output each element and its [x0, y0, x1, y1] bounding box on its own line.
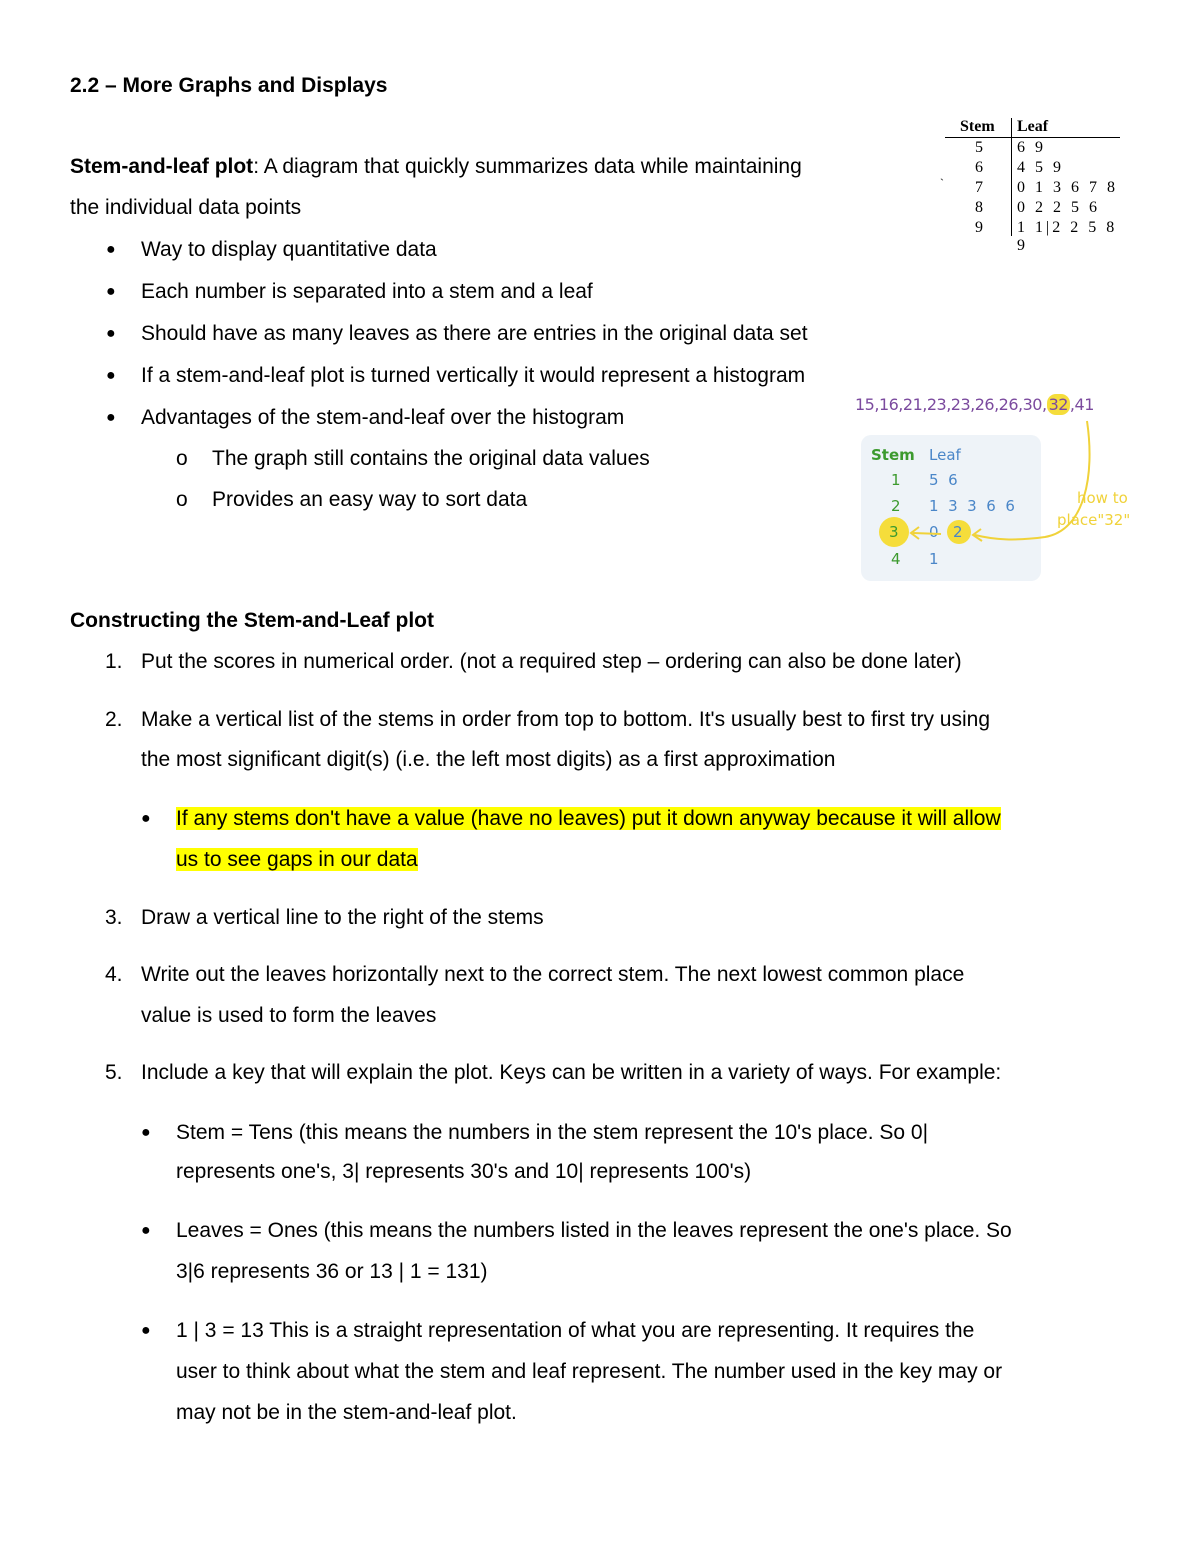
table-row-leaf: 6 9	[1017, 139, 1046, 156]
example-row-leaf: 5 6	[929, 471, 958, 489]
page-title: 2.2 – More Graphs and Displays	[70, 74, 388, 97]
list-item: Advantages of the stem-and-leaf over the histogram	[141, 406, 625, 429]
key-example: Stem = Tens (this means the numbers in the stem represent the 10's place. So 0|	[176, 1121, 929, 1144]
table-row-leaf: 0 2 2 5 6	[1017, 199, 1100, 216]
key-example: Leaves = Ones (this means the numbers listed in the leaves represent the one's place. So	[176, 1219, 1012, 1242]
stem-leaf-example	[855, 395, 1155, 587]
bullet-icon: ●	[141, 810, 151, 827]
sub-list-item: The graph still contains the original data values	[212, 447, 650, 470]
example-row-stem: 2	[891, 497, 901, 515]
bullet-icon: ●	[141, 1222, 151, 1239]
stem-leaf-table	[940, 116, 1120, 254]
definition-term: Stem-and-leaf plot	[70, 155, 254, 178]
bullet-icon: ●	[106, 325, 116, 342]
highlight-note	[176, 807, 1001, 831]
example-row-stem: 1	[891, 471, 901, 489]
sub-list-item: Provides an easy way to sort data	[212, 488, 528, 511]
example-row-stem: 4	[891, 550, 901, 568]
definition-text: : A diagram that quickly summarizes data while maintaining	[253, 155, 802, 178]
example-header-leaf: Leaf	[929, 446, 961, 464]
definition-line-2: the individual data points	[70, 196, 302, 219]
step-number: 3.	[105, 906, 123, 929]
bullet-icon: ●	[106, 409, 116, 426]
bullet-icon: ●	[141, 1124, 151, 1141]
step-number: 2.	[105, 708, 123, 731]
step-number: 5.	[105, 1061, 123, 1084]
section-heading: Constructing the Stem-and-Leaf plot	[70, 609, 434, 632]
step-text: Draw a vertical line to the right of the stems	[141, 906, 544, 929]
example-placed-leaf: 2	[953, 523, 963, 541]
table-row-stem: 5	[975, 139, 986, 156]
example-note-line-2: place"32"	[1057, 511, 1131, 529]
example-row-leaf: 1	[929, 550, 939, 568]
step-number: 4.	[105, 963, 123, 986]
table-row-leaf: 0 1 3 6 7 8	[1017, 179, 1118, 196]
step-text: the most significant digit(s) (i.e. the left most digits) as a first approximation	[141, 748, 836, 771]
example-note-line-1: how to	[1077, 489, 1128, 507]
table-header-line	[945, 137, 1120, 138]
step-text: Include a key that will explain the plot. Keys can be written in a variety of ways. For example:	[141, 1061, 1002, 1084]
key-example: may not be in the stem-and-leaf plot.	[176, 1401, 517, 1424]
step-number: 1.	[105, 650, 123, 673]
bullet-icon: ●	[106, 283, 116, 300]
key-example: represents one's, 3| represents 30's and 10| represents 100's)	[176, 1160, 752, 1183]
bullet-icon: ●	[141, 1322, 151, 1339]
example-data-highlight: 32	[1048, 395, 1068, 414]
example-row-stem: 3	[889, 523, 899, 541]
example-data-prefix: 15,16,21,23,23,26,26,30,	[855, 395, 1047, 414]
example-data-suffix: ,41	[1069, 395, 1094, 414]
stray-mark: `	[940, 176, 944, 190]
list-item: Way to display quantitative data	[141, 238, 437, 261]
table-row-stem: 7	[975, 179, 986, 196]
bullet-icon: ●	[106, 241, 116, 258]
bullet-icon: ●	[106, 367, 116, 384]
table-row-stem: 6	[975, 159, 986, 176]
sub-bullet-icon: o	[176, 488, 188, 511]
highlight-note	[176, 848, 418, 872]
highlight-line: us to see gaps in our data	[176, 848, 418, 871]
step-text: Write out the leaves horizontally next to the correct stem. The next lowest common place	[141, 963, 965, 986]
list-item: Each number is separated into a stem and a leaf	[141, 280, 593, 303]
table-header-leaf: Leaf	[1017, 118, 1049, 135]
step-text: Make a vertical list of the stems in order from top to bottom. It's usually best to first try using	[141, 708, 991, 731]
list-item: If a stem-and-leaf plot is turned vertically it would represent a histogram	[141, 364, 806, 387]
table-row-stem: 8	[975, 199, 986, 216]
table-divider-line	[1011, 118, 1012, 236]
step-text: Put the scores in numerical order. (not a required step – ordering can also be done later)	[141, 650, 962, 673]
key-example: 3|6 represents 36 or 13 | 1 = 131)	[176, 1260, 488, 1283]
sub-bullet-icon: o	[176, 447, 188, 470]
example-row-leaf: 1 3 3 6 6	[929, 497, 1015, 515]
example-header-stem: Stem	[871, 446, 915, 464]
key-example: user to think about what the stem and leaf represent. The number used in the key may or	[176, 1360, 1003, 1383]
step-text: value is used to form the leaves	[141, 1004, 437, 1027]
table-row-leaf: 1 1|2 2 5 8 9	[1017, 219, 1118, 254]
definition-line-1	[70, 155, 802, 179]
example-row-leaf: 0	[929, 523, 939, 541]
highlight-line: If any stems don't have a value (have no leaves) put it down anyway because it will allow	[176, 807, 1001, 830]
list-item: Should have as many leaves as there are entries in the original data set	[141, 322, 808, 345]
table-row-leaf: 4 5 9	[1017, 159, 1064, 176]
table-row-stem: 9	[975, 219, 986, 236]
table-header-stem: Stem	[960, 118, 995, 135]
key-example: 1 | 3 = 13 This is a straight representation of what you are representing. It requires the	[176, 1319, 975, 1342]
